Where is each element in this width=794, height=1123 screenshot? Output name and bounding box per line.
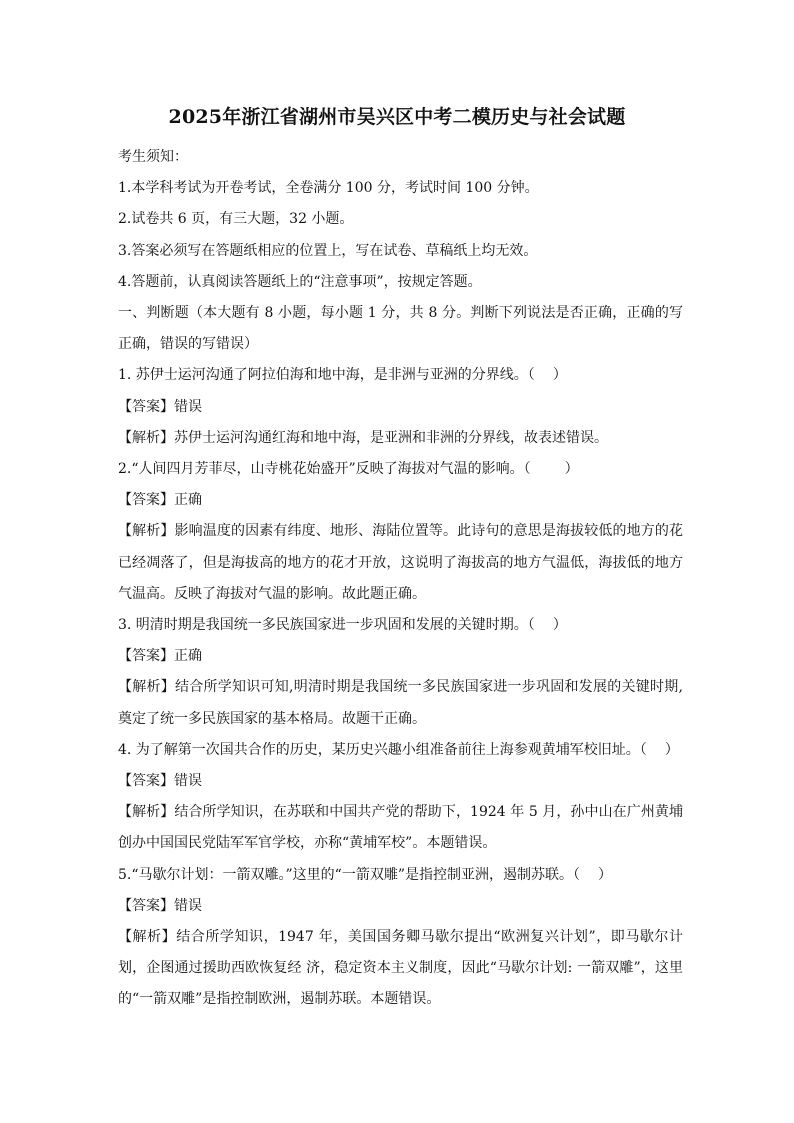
analysis-2: 【解析】影响温度的因素有纬度、地形、海陆位置等。此诗句的意思是海拔较低的地方的花已经凋落了，但是海拔高的地方的花才开放，这说明了海拔高的地方气温低，海拔低的地方气温高。反映了海拔对气温的影响。故此题正确。 <box>118 523 683 602</box>
answer-5: 【答案】错误 <box>118 897 202 914</box>
question-text: 5.“马歇尔计划：一箭双雕。”这里的“一箭双雕”是指控制亚洲，遏制苏联。（ <box>118 866 580 883</box>
bracket-close: ） <box>552 367 567 384</box>
notice-item-1: 1.本学科考试为开卷考试，全卷满分 100 分，考试时间 100 分钟。 <box>118 180 539 197</box>
question-stem-5 <box>118 860 683 891</box>
page-title: 2025年浙江省湖州市吴兴区中考二模历史与社会试题 <box>168 106 626 128</box>
document-body <box>118 142 683 1016</box>
answer-2: 【答案】正确 <box>118 492 202 509</box>
question-stem-2 <box>118 454 683 485</box>
bracket-close: ） <box>552 617 567 634</box>
question-text: 4. 为了解第一次国共合作的历史，某历史兴趣小组准备前往上海参观黄埔军校旧址。（ <box>118 741 647 758</box>
question-stem-4 <box>118 735 683 766</box>
bracket-close: ） <box>564 461 579 478</box>
notice-item-3: 3.答案必须写在答题纸相应的位置上，写在试卷、草稿纸上均无效。 <box>118 242 538 259</box>
bracket-close: ） <box>598 866 612 883</box>
bracket-close: ） <box>664 741 679 758</box>
notice-heading: 考生须知： <box>118 149 188 165</box>
question-text: 2.“人间四月芳菲尽，山寺桃花始盛开”反映了海拔对气温的影响。（ <box>118 461 531 478</box>
analysis-4: 【解析】结合所学知识，在苏联和中国共产党的帮助下，1924 年 5 月，孙中山在广州黄埔创办中国国民党陆军军官学校，亦称“黄埔军校”。本题错误。 <box>118 804 683 852</box>
analysis-5: 【解析】结合所学知识，1947 年，美国国务卿马歇尔提出“欧洲复兴计划”，即马歇尔计划，企图通过援助西欧恢复经 济，稳定资本主义制度，因此“马歇尔计划: 一箭双雕”，这里的“一箭双雕”是指控制欧洲，遏制苏联。本题错误。 <box>118 929 683 1008</box>
question-stem-1 <box>118 360 683 391</box>
answer-3: 【答案】正确 <box>118 648 202 665</box>
notice-item-4: 4.答题前，认真阅读答题纸上的“注意事项”，按规定答题。 <box>118 273 482 290</box>
question-stem-3 <box>118 610 683 641</box>
notice-item-2: 2.试卷共 6 页，有三大题，32 小题。 <box>118 211 354 228</box>
answer-4: 【答案】错误 <box>118 773 202 790</box>
question-text: 1. 苏伊士运河沟通了阿拉伯海和地中海，是非洲与亚洲的分界线。（ <box>118 367 535 384</box>
answer-1: 【答案】错误 <box>118 398 202 415</box>
section-heading: 一、判断题（本大题有 8 小题，每小题 1 分，共 8 分。判断下列说法是否正确，正确的写正确，错误的写错误） <box>118 305 683 353</box>
analysis-3: 【解析】结合所学知识可知,明清时期是我国统一多民族国家进一步巩固和发展的关键时期,奠定了统一多民族国家的基本格局。故题干正确。 <box>118 679 683 727</box>
question-text: 3. 明清时期是我国统一多民族国家进一步巩固和发展的关键时期。（ <box>118 617 535 634</box>
analysis-1: 【解析】苏伊士运河沟通红海和地中海，是亚洲和非洲的分界线，故表述错误。 <box>118 429 608 446</box>
